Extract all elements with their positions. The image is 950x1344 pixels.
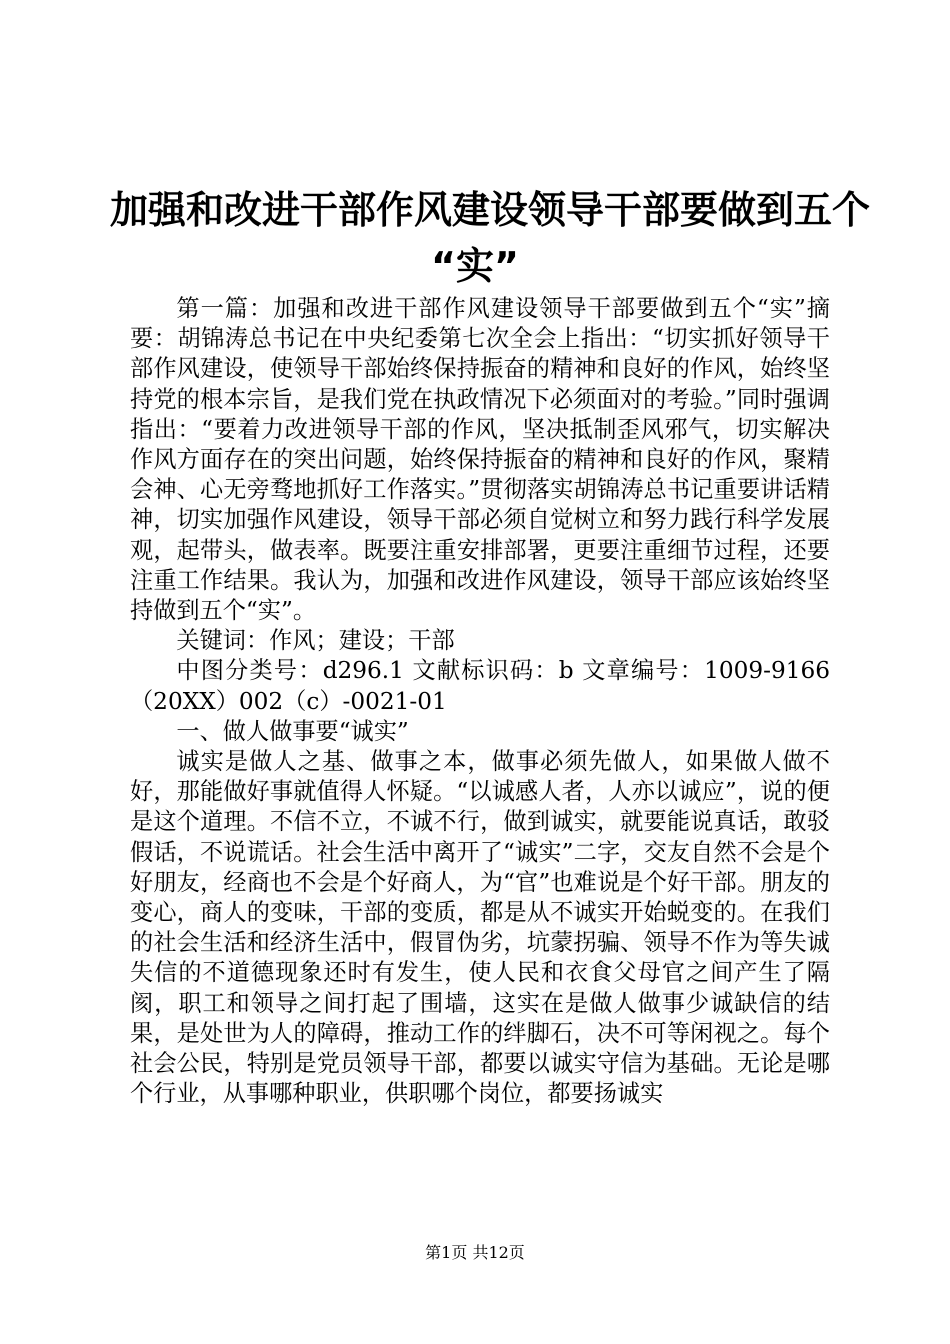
title-line-2: “实”: [431, 244, 519, 288]
document-title: [110, 182, 871, 294]
page-footer: 第1页 共12页: [425, 1243, 525, 1262]
abstract-paragraph: 第一篇：加强和改进干部作风建设领导干部要做到五个“实”摘要：胡锦涛总书记在中央纪委第七次全会上指出：“切实抓好领导干部作风建设，使领导干部始终保持振奋的精神和良好的作风，始终坚持党的根本宗旨，是我们党在执政情况下必须面对的考验。”同时强调指出：“要着力改进领导干部的作风，坚决抵制歪风邪气，切实解决作风方面存在的突出问题，始终保持振奋的精神和良好的作风，聚精会神、心无旁骛地抓好工作落实。”贯彻落实胡锦涛总书记重要讲话精神，切实加强作风建设，领导干部必须自觉树立和努力践行科学发展观，起带头，做表率。既要注重安排部署，更要注重细节过程，还要注重工作结果。我认为，加强和改进作风建设，领导干部应该始终坚持做到五个“实”。: [130, 295, 830, 625]
document-body: [130, 294, 830, 1109]
keywords-line: 关键词：作风；建设；干部: [176, 627, 455, 655]
title-line-1: 加强和改进干部作风建设领导干部要做到五个: [110, 188, 871, 232]
classification-line: 中图分类号：d296.1 文献标识码：b 文章编号：1009-9166（20XX）002（c）-0021-01: [130, 657, 830, 715]
section-heading-1: 一、做人做事要“诚实”: [176, 717, 409, 745]
body-paragraph: 诚实是做人之基、做事之本，做事必须先做人，如果做人做不好，那能做好事就值得人怀疑。“以诚感人者，人亦以诚应”，说的便是这个道理。不信不立，不诚不行，做到诚实，就要能说真话，敢驳假话，不说谎话。社会生活中离开了“诚实”二字，交友自然不会是个好朋友，经商也不会是个好商人，为“官”也难说是个好干部。朋友的变心，商人的变味，干部的变质，都是从不诚实开始蜕变的。在我们的社会生活和经济生活中，假冒伪劣，坑蒙拐骗、领导不作为等失诚失信的不道德现象还时有发生，使人民和衣食父母官之间产生了隔阂，职工和领导之间打起了围墙，这实在是做人做事少诚缺信的结果，是处世为人的障碍，推动工作的绊脚石，决不可等闲视之。每个社会公民，特别是党员领导干部，都要以诚实守信为基础。无论是哪个行业，从事哪种职业，供职哪个岗位，都要扬诚实: [130, 748, 830, 1108]
